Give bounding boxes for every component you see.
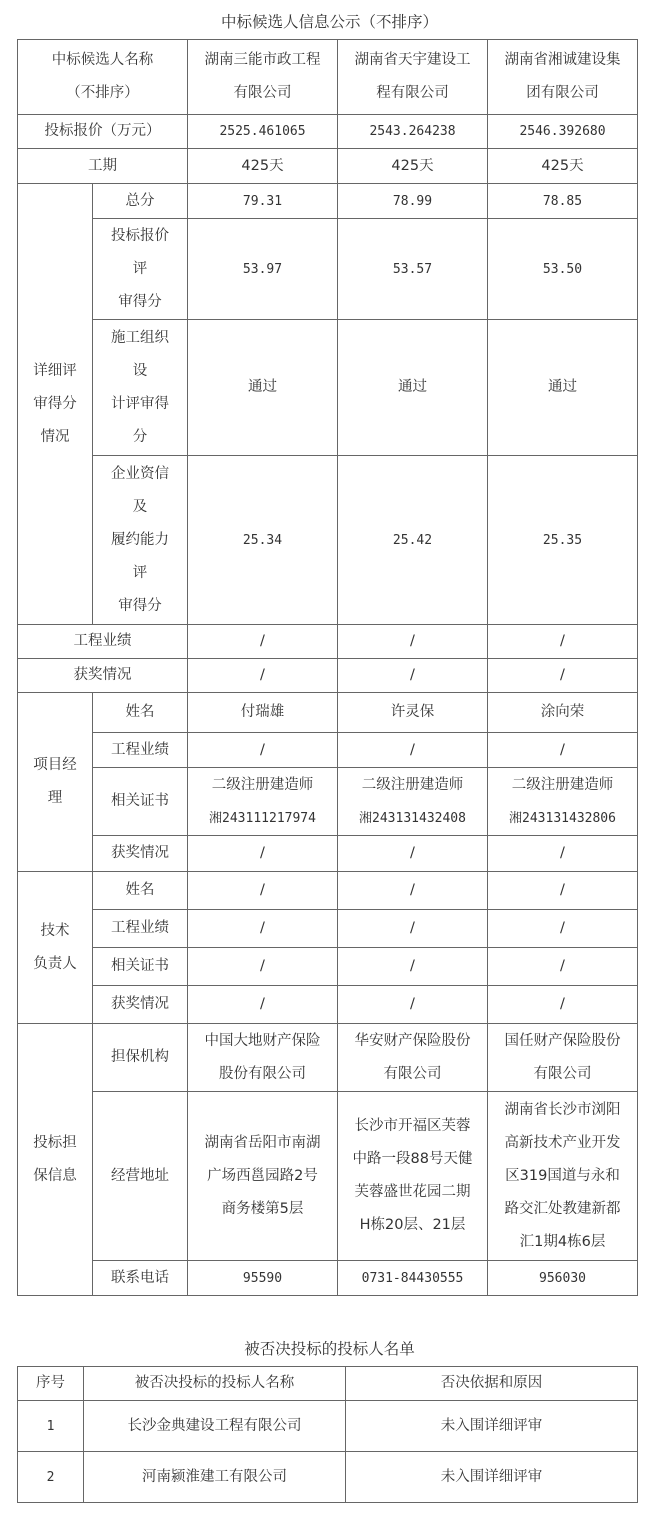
- bid-price-cell: 2525.461065: [188, 115, 338, 149]
- value-cell: /: [188, 910, 338, 948]
- row-label: 担保机构: [93, 1024, 188, 1092]
- score-cell: 53.57: [338, 219, 488, 320]
- table-row: [18, 1452, 638, 1503]
- bid-price-row: [18, 115, 638, 149]
- row-label: 相关证书: [93, 768, 188, 836]
- value-cell: /: [188, 733, 338, 768]
- value-cell: /: [338, 910, 488, 948]
- value-cell: /: [338, 872, 488, 910]
- row-label: [93, 320, 188, 456]
- text-line: 广场西邕园路2号: [207, 1167, 318, 1184]
- tech-name-row: [18, 872, 638, 910]
- text-line: 有限公司: [383, 1065, 442, 1082]
- cert-cell: [188, 768, 338, 836]
- duration-cell: 425天: [188, 149, 338, 184]
- value-cell: /: [188, 948, 338, 986]
- bidder-name-cell: 河南颍淮建工有限公司: [84, 1452, 346, 1503]
- text-line: 理: [47, 790, 63, 806]
- pm-group-label: [18, 693, 93, 872]
- text-line: 审得分: [33, 395, 77, 412]
- text-line: 中路一段88号天健: [352, 1151, 473, 1167]
- phone-cell: 0731-84430555: [338, 1261, 488, 1296]
- cert-cell: [488, 768, 638, 836]
- row-label: 姓名: [93, 693, 188, 733]
- performance-row: [18, 625, 638, 659]
- text-line: 企业资信: [111, 465, 169, 482]
- value-cell: /: [338, 986, 488, 1024]
- score-cell: 25.35: [488, 456, 638, 625]
- value-cell: /: [338, 659, 488, 693]
- score-cell: 79.31: [188, 184, 338, 219]
- rejected-header-row: [18, 1367, 638, 1401]
- reason-cell: 未入围详细评审: [346, 1452, 638, 1503]
- label-line: （不排序）: [66, 85, 139, 101]
- rejected-table: [17, 1366, 638, 1503]
- value-cell: /: [488, 733, 638, 768]
- bidder-name-cell: 长沙金典建设工程有限公司: [84, 1401, 346, 1452]
- text-line: 二级注册建造师: [361, 776, 464, 793]
- reason-cell: 未入围详细评审: [346, 1401, 638, 1452]
- pass-cell: 通过: [188, 320, 338, 456]
- phone-cell: 956030: [488, 1261, 638, 1296]
- detail-group-label: [18, 184, 93, 625]
- score-cell: 25.42: [338, 456, 488, 625]
- text-line: 负责人: [33, 955, 77, 972]
- score-cell: 53.97: [188, 219, 338, 320]
- text-line: 湖南省天宇建设工: [354, 52, 471, 68]
- row-label: 经营地址: [93, 1092, 188, 1261]
- header-cell: 否决依据和原因: [346, 1367, 638, 1401]
- text-line: 二级注册建造师: [211, 776, 314, 793]
- candidates-title: 中标候选人信息公示（不排序）: [220, 13, 438, 31]
- tech-awards-row: [18, 986, 638, 1024]
- text-line: 高新技术产业开发: [504, 1134, 621, 1151]
- value-cell: /: [338, 836, 488, 872]
- table-row: [18, 1401, 638, 1452]
- text-line: 长沙市开福区芙蓉: [354, 1118, 471, 1134]
- text-line: 团有限公司: [526, 85, 599, 101]
- text-line: 技术: [40, 922, 70, 939]
- text-line: 评: [132, 260, 148, 277]
- row-label: 联系电话: [93, 1261, 188, 1296]
- value-cell: /: [188, 986, 338, 1024]
- header-cell: 被否决投标的投标人名称: [84, 1367, 346, 1401]
- candidates-table: [17, 39, 638, 1296]
- awards-row: [18, 659, 638, 693]
- address-cell: [338, 1092, 488, 1261]
- text-line: 中国大地财产保险: [204, 1032, 321, 1049]
- text-line: 设: [132, 362, 148, 379]
- row-label: 获奖情况: [93, 986, 188, 1024]
- text-line: 湖南省岳阳市南湖: [204, 1134, 321, 1151]
- pm-awards-row: [18, 836, 638, 872]
- value-cell: /: [488, 872, 638, 910]
- company-name-cell: [338, 40, 488, 115]
- tech-performance-row: [18, 910, 638, 948]
- label-line: 中标候选人名称: [51, 52, 154, 68]
- text-line: 国任财产保险股份: [504, 1032, 621, 1049]
- agency-cell: [338, 1024, 488, 1092]
- text-line: 有限公司: [233, 85, 292, 101]
- pm-cert-row: [18, 768, 638, 836]
- value-cell: /: [488, 910, 638, 948]
- row-label: 工程业绩: [93, 910, 188, 948]
- row-label: 获奖情况: [93, 836, 188, 872]
- text-line: 汇1期4栋6层: [519, 1233, 606, 1250]
- guarantee-agency-row: [18, 1024, 638, 1092]
- text-line: 华安财产保险股份: [354, 1032, 471, 1049]
- guarantee-group-label: [18, 1024, 93, 1296]
- text-line: 湘243131432806: [509, 810, 616, 826]
- agency-cell: [488, 1024, 638, 1092]
- duration-row: [18, 149, 638, 184]
- tech-cert-row: [18, 948, 638, 986]
- cert-cell: [338, 768, 488, 836]
- bid-price-cell: 2543.264238: [338, 115, 488, 149]
- text-line: 股份有限公司: [219, 1065, 306, 1082]
- value-cell: /: [338, 625, 488, 659]
- text-line: 计评审得: [111, 395, 169, 412]
- company-name-cell: [488, 40, 638, 115]
- rejected-title: 被否决投标的投标人名单: [244, 1340, 415, 1358]
- text-line: 湖南省长沙市浏阳: [504, 1101, 621, 1118]
- text-line: 项目经: [33, 757, 77, 773]
- value-cell: /: [488, 659, 638, 693]
- text-line: 保信息: [33, 1167, 77, 1184]
- pass-cell: 通过: [338, 320, 488, 456]
- text-line: 情况: [40, 428, 70, 445]
- score-cell: 53.50: [488, 219, 638, 320]
- text-line: 投标报价: [111, 227, 169, 244]
- value-cell: /: [488, 986, 638, 1024]
- value-cell: 付瑞雄: [188, 693, 338, 733]
- text-line: 审得分: [118, 293, 162, 310]
- value-cell: /: [338, 948, 488, 986]
- value-cell: /: [188, 625, 338, 659]
- duration-cell: 425天: [338, 149, 488, 184]
- value-cell: /: [188, 872, 338, 910]
- index-cell: 1: [18, 1401, 84, 1452]
- text-line: H栋20层、21层: [359, 1217, 466, 1233]
- row-label: 姓名: [93, 872, 188, 910]
- text-line: 投标担: [33, 1134, 77, 1151]
- row-label: [93, 219, 188, 320]
- value-cell: 涂向荣: [488, 693, 638, 733]
- text-line: 湘243131432408: [359, 810, 466, 826]
- row-label: 总分: [93, 184, 188, 219]
- tech-group-label: [18, 872, 93, 1024]
- phone-cell: 95590: [188, 1261, 338, 1296]
- value-cell: /: [488, 948, 638, 986]
- row-label: 相关证书: [93, 948, 188, 986]
- construction-row: [18, 320, 638, 456]
- row-label: 工程业绩: [18, 625, 188, 659]
- index-cell: 2: [18, 1452, 84, 1503]
- qualification-row: [18, 456, 638, 625]
- header-cell: 序号: [18, 1367, 84, 1401]
- pass-cell: 通过: [488, 320, 638, 456]
- text-line: 评: [132, 564, 148, 581]
- bid-price-cell: 2546.392680: [488, 115, 638, 149]
- row-label: 投标报价（万元）: [18, 115, 188, 149]
- text-line: 有限公司: [533, 1065, 592, 1082]
- value-cell: /: [188, 659, 338, 693]
- score-cell: 78.85: [488, 184, 638, 219]
- text-line: 及: [132, 498, 148, 515]
- text-line: 湘243111217974: [209, 810, 316, 826]
- score-cell: 25.34: [188, 456, 338, 625]
- score-cell: 78.99: [338, 184, 488, 219]
- pm-name-row: [18, 693, 638, 733]
- text-line: 二级注册建造师: [511, 776, 614, 793]
- header-row: [18, 40, 638, 115]
- text-line: 施工组织: [111, 329, 169, 346]
- guarantee-address-row: [18, 1092, 638, 1261]
- duration-cell: 425天: [488, 149, 638, 184]
- text-line: 路交汇处教建新都: [504, 1200, 621, 1217]
- value-cell: /: [488, 836, 638, 872]
- company-name-cell: [188, 40, 338, 115]
- text-line: 程有限公司: [376, 85, 449, 101]
- guarantee-phone-row: [18, 1261, 638, 1296]
- price-score-row: [18, 219, 638, 320]
- value-cell: 许灵保: [338, 693, 488, 733]
- text-line: 芙蓉盛世花园二期: [354, 1184, 471, 1200]
- name-label-cell: [18, 40, 188, 115]
- value-cell: /: [338, 733, 488, 768]
- value-cell: /: [188, 836, 338, 872]
- agency-cell: [188, 1024, 338, 1092]
- text-line: 商务楼第5层: [221, 1200, 304, 1217]
- text-line: 湖南省湘诚建设集: [504, 52, 621, 68]
- text-line: 履约能力: [111, 531, 169, 548]
- row-label: 工期: [18, 149, 188, 184]
- text-line: 区319国道与永和: [505, 1167, 620, 1184]
- text-line: 分: [132, 428, 148, 445]
- text-line: 审得分: [118, 597, 162, 614]
- row-label: [93, 456, 188, 625]
- text-line: 详细评: [33, 362, 77, 379]
- pm-performance-row: [18, 733, 638, 768]
- address-cell: [488, 1092, 638, 1261]
- text-line: 湖南三能市政工程: [204, 52, 321, 68]
- address-cell: [188, 1092, 338, 1261]
- total-score-row: [18, 184, 638, 219]
- value-cell: /: [488, 625, 638, 659]
- row-label: 工程业绩: [93, 733, 188, 768]
- row-label: 获奖情况: [18, 659, 188, 693]
